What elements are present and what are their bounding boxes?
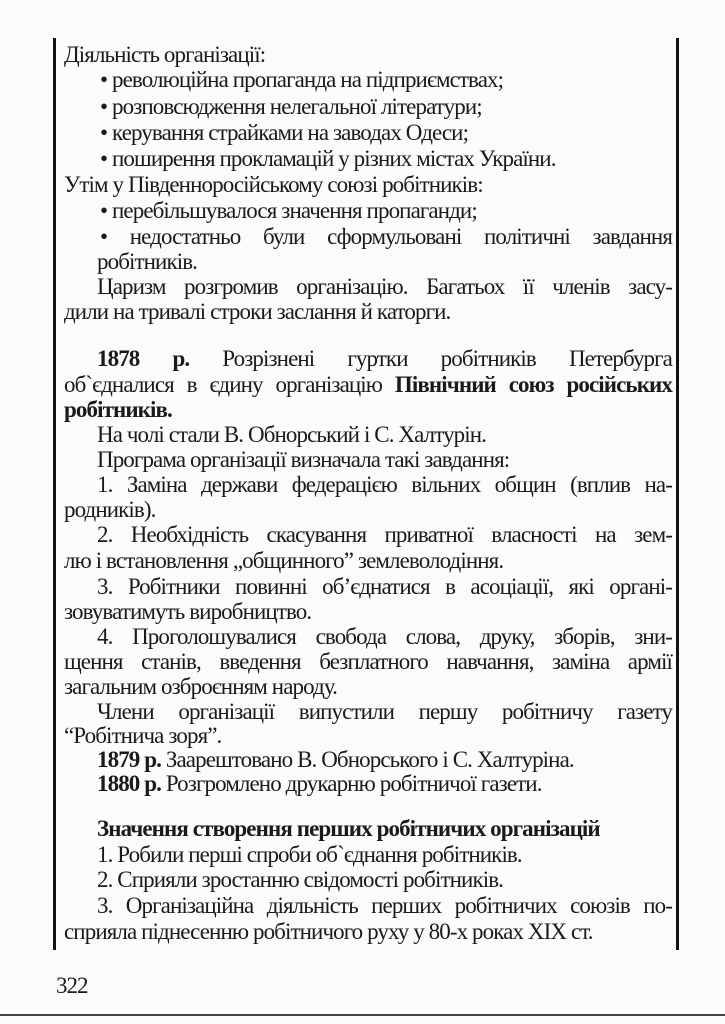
bold-text: 1878 р. [97, 346, 190, 371]
text-line [97, 624, 672, 650]
text-span: 2. Сприяли зростанню свідомості робітників. [97, 867, 504, 892]
text-span: 3. Організаційна діяльність перших робітничих союзів по- [97, 893, 672, 918]
text-span: 4. Проголошувалися свобода слова, друку, зборів, зни- [97, 624, 672, 649]
text-line [100, 146, 556, 172]
text-line [97, 771, 542, 797]
text-span: Програма організації визначала такі завдання: [97, 447, 510, 472]
text-span: дили на тривалі строки заслання й каторги. [64, 299, 451, 324]
text-line [64, 42, 265, 68]
text-span: • розповсюдження нелегальної літератури; [100, 94, 482, 119]
text-line [64, 674, 337, 700]
text-line [97, 699, 672, 725]
text-line [64, 172, 483, 198]
text-line [64, 497, 156, 523]
text-line [100, 94, 482, 120]
text-line [97, 472, 672, 498]
text-span: Царизм розгромив організацію. Багатьох її членів засу- [97, 274, 672, 299]
text-span: Члени організації випустили першу робітничу газету [97, 699, 672, 724]
text-span: Діяльність організації: [64, 42, 266, 67]
left-border-rule [53, 38, 56, 950]
text-line [64, 723, 221, 749]
bold-text: Північний союз російських [394, 372, 672, 397]
page-number: 322 [56, 973, 88, 998]
text-line [97, 422, 486, 448]
text-line [97, 747, 574, 773]
text-span: лю і встановлення „общинного” землеволодіння. [64, 548, 504, 573]
text-span: 1. Робили перші спроби об`єднання робітників. [97, 842, 522, 867]
text-line [64, 599, 311, 625]
text-span: Розгромлено друкарню робітничої газети. [161, 771, 542, 796]
text-line [97, 447, 509, 473]
text-line [100, 198, 477, 224]
text-line [100, 120, 468, 146]
text-span: загальним озброєнням народу. [64, 674, 337, 699]
bold-text: робітників. [64, 397, 172, 422]
text-line [97, 274, 672, 300]
bold-text: Значення створення перших робітничих організацій [97, 816, 600, 841]
bold-text: 1879 р. [97, 747, 161, 772]
text-line [64, 649, 672, 675]
text-span: 2. Необхідність скасування приватної власності на зем- [97, 522, 672, 547]
text-span: • керування страйками на заводах Одеси; [100, 120, 469, 145]
text-span: об`єдналися в єдину організацію [64, 372, 395, 397]
text-span: сприяла піднесенню робітничого руху у 80-х роках XIX ст. [64, 919, 593, 944]
text-span: “Робітнича зоря”. [64, 723, 222, 748]
text-span: Утім у Південноросійському союзі робітників: [64, 172, 483, 197]
text-line [64, 397, 172, 423]
bold-text: 1880 р. [97, 771, 161, 796]
text-span: • революційна пропаганда на підприємствах; [100, 67, 504, 92]
text-line [97, 867, 503, 893]
text-line [64, 299, 450, 325]
text-span: робітників. [97, 249, 198, 274]
text-span: • недостатньо були сформульовані політичні завдання [100, 224, 672, 249]
text-span: • перебільшувалося значення пропаганди; [100, 198, 477, 223]
text-line [64, 919, 593, 945]
text-span: • поширення прокламацій у різних містах України. [100, 146, 556, 171]
text-line [64, 372, 672, 398]
text-line [97, 574, 672, 600]
text-line [97, 346, 672, 372]
text-span: родників). [64, 497, 156, 522]
text-span: 1. Заміна держави федерацією вільних общин (вплив на- [97, 472, 672, 497]
text-span: 3. Робітники повинні об’єднатися в асоціації, які органі- [97, 574, 672, 599]
text-line [64, 548, 503, 574]
text-line [97, 842, 522, 868]
text-span: Заарештовано В. Обнорського і С. Халтуріна. [161, 747, 574, 772]
right-border-rule [676, 38, 679, 950]
text-line [97, 249, 197, 275]
text-line [97, 816, 600, 842]
text-line [100, 67, 503, 93]
text-span: Розрізнені гуртки робітників Петербурга [189, 346, 672, 371]
text-span: щення станів, введення безплатного навчання, заміна армії [64, 649, 672, 674]
text-span: На чолі стали В. Обнорський і С. Халтурін. [97, 422, 487, 447]
bottom-rule [0, 1014, 725, 1016]
text-line [100, 224, 672, 250]
text-span: зовуватимуть виробництво. [64, 599, 312, 624]
text-line [97, 893, 672, 919]
text-line [97, 522, 672, 548]
